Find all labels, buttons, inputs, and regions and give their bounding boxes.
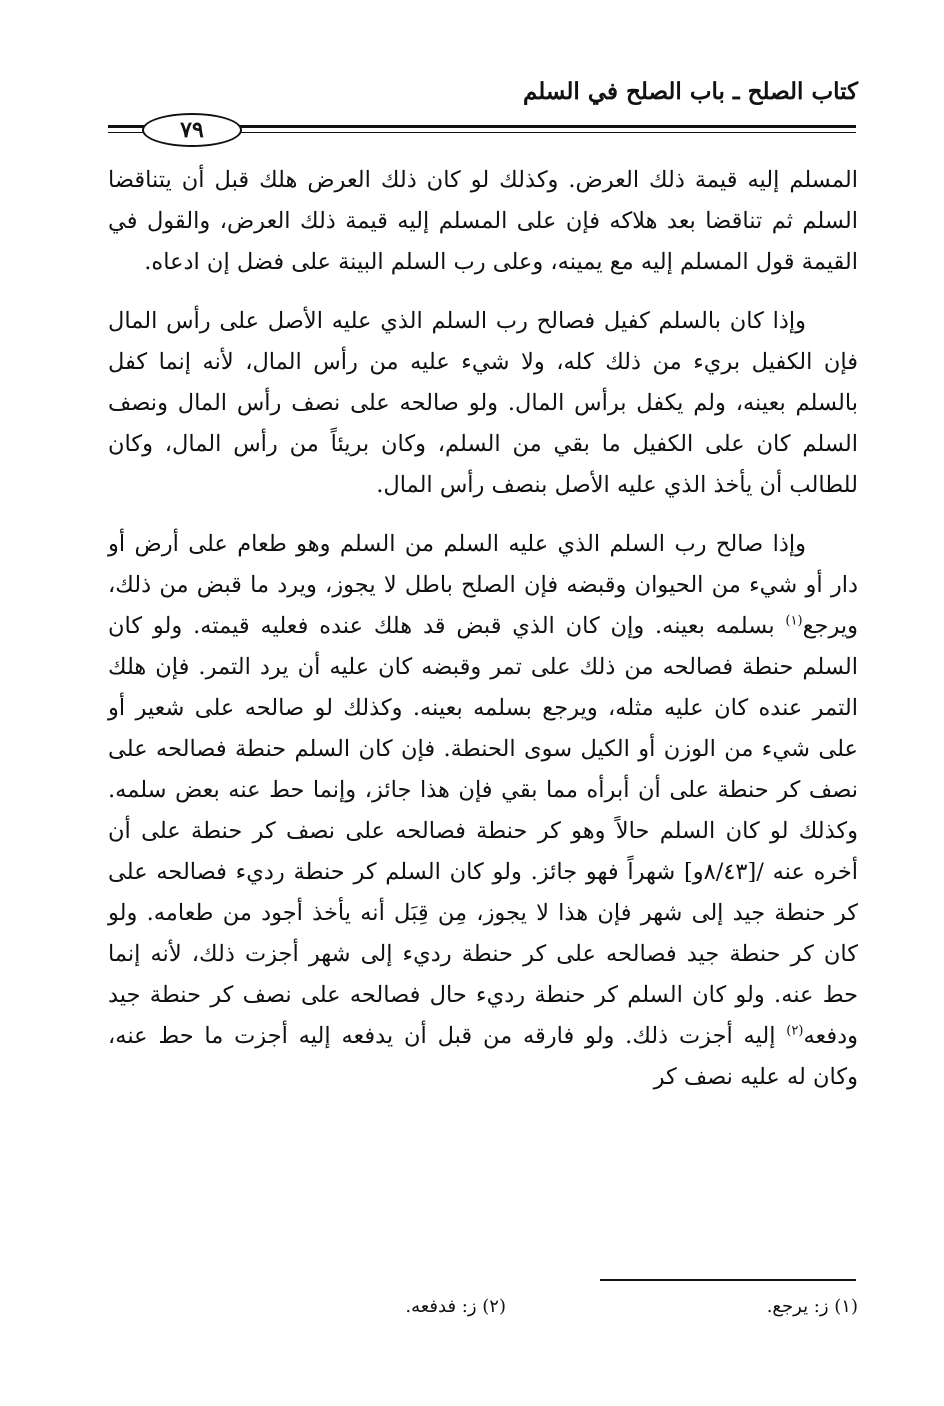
footnote-ref-1: (١) [785,613,803,629]
paragraph-3 [108,524,858,1098]
page-number: ٧٩ [142,113,242,147]
footnote-2: (٢) ز: فدفعه. [405,1296,506,1317]
main-text [108,160,858,1116]
paragraph-1: المسلم إليه قيمة ذلك العرض. وكذلك لو كان ذلك العرض هلك قبل أن يتناقضا السلم ثم تناقضا بعد هلاكه فإن على المسلم إليه قيمة ذلك العرض، والقول في القيمة قول المسلم إليه مع يمينه، وعلى رب السلم البينة على فضل إن ادعاه. [108,167,858,275]
footnote-1: (١) ز: يرجع. [766,1296,858,1317]
running-title: كتاب الصلح ـ باب الصلح في السلم [522,78,858,105]
paragraph-3-part-c: إليه أجزت ذلك. ولو فارقه من قبل أن يدفعه إليه أجزت ما حط عنه، وكان له عليه نصف كر [108,1023,858,1090]
paragraph-3-part-a: وإذا صالح رب السلم الذي عليه السلم من السلم وهو طعام على أرض أو دار أو شيء من الحيوان وقبضه فإن الصلح باطل لا يجوز، ويرد ما قبض من ذلك، ويرجع [108,531,858,639]
footnote-rule [600,1279,856,1281]
footnote-ref-2: (٢) [786,1023,804,1039]
paragraph-2: وإذا كان بالسلم كفيل فصالح رب السلم الذي عليه الأصل على رأس المال فإن الكفيل بريء من ذلك كله، ولا شيء عليه من رأس المال، لأنه إنما كفل بالسلم بعينه، ولم يكفل برأس المال. ولو صالحه على نصف رأس المال ونصف السلم كان على الكفيل ما بقي من السلم، وكان بريئاً من رأس المال، وكان للطالب أن يأخذ الذي عليه الأصل بنصف رأس المال. [108,308,858,498]
paragraph-3-part-b: بسلمه بعينه. وإن كان الذي قبض قد هلك عنده فعليه قيمته. ولو كان السلم حنطة فصالحه من ذلك على تمر وقبضه كان عليه أن يرد التمر. فإن هلك التمر عنده كان عليه مثله، ويرجع بسلمه بعينه. وكذلك لو صالحه على شعير أو على شيء من الوزن أو الكيل سوى الحنطة. فإن كان السلم حنطة فصالحه على نصف كر حنطة على أن أبرأه مما بقي فإن هذا جائز، وإنما حط عنه بعض سلمه. وكذلك لو كان السلم حالاً وهو كر حنطة فصالحه على نصف كر حنطة على أن أخره عنه /[٨/٤٣و] شهراً فهو جائز. ولو كان السلم كر حنطة رديء فصالحه على كر حنطة جيد إلى شهر فإن هذا لا يجوز، مِن قِبَل أنه يأخذ أجود من طعامه. ولو كان كر حنطة جيد فصالحه على كر حنطة رديء إلى شهر أجزت ذلك، لأنه إنما حط عنه. ولو كان السلم كر حنطة رديء حال فصالحه على نصف كر حنطة جيد ودفعه [108,613,858,1049]
